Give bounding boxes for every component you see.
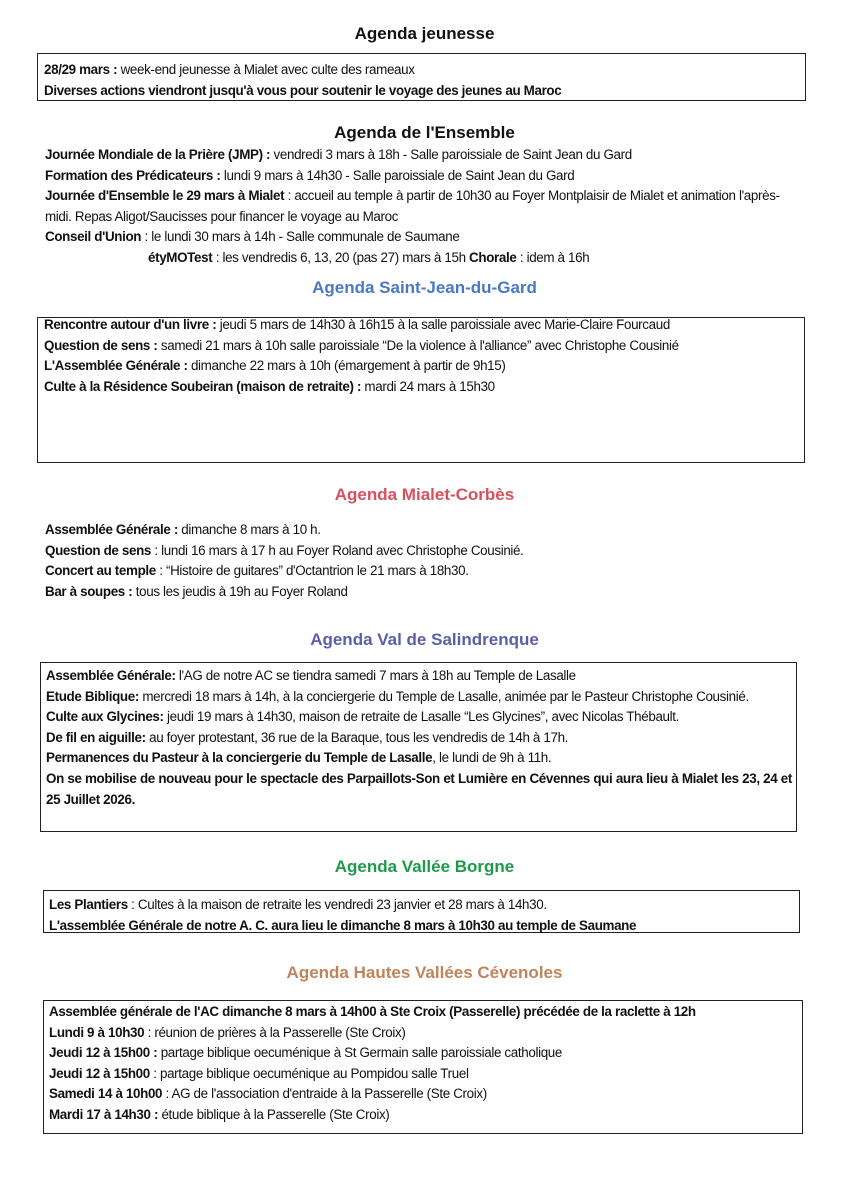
- heading-borgne: Agenda Vallée Borgne: [334, 857, 515, 876]
- item-label: Assemblée Générale :: [45, 522, 178, 537]
- item-label: Lundi 9 à 10h30: [49, 1024, 145, 1040]
- list-item: [44, 81, 804, 102]
- item-label: L'Assemblée Générale :: [44, 358, 188, 374]
- item-text: : accueil au temple à partir de 10h30 au Foyer Montplaisir de Mialet et animation l'après-midi. Repas Aligot/Saucisses pour financer le voyage au Maroc: [45, 188, 780, 224]
- item-label: Journée d'Ensemble le 29 mars à Mialet: [45, 188, 285, 204]
- list-item: [45, 520, 805, 541]
- item-text: jeudi 5 mars de 14h30 à 16h15 à la salle paroissiale avec Marie-Claire Fourcaud: [216, 317, 670, 332]
- item-label: Bar à soupes :: [45, 583, 133, 599]
- item-label: Assemblée Générale:: [46, 668, 176, 683]
- item-text: mardi 24 mars à 15h30: [361, 378, 495, 394]
- item-label: Samedi 14 à 10h00: [49, 1086, 163, 1102]
- list-item: [44, 60, 804, 81]
- item-text: : le lundi 30 mars à 14h - Salle communale de Saumane: [141, 229, 460, 245]
- item-text: : les vendredis 6, 13, 20 (pas 27) mars à 15h: [212, 249, 470, 265]
- item-label: étyMOTest: [148, 249, 213, 265]
- list-mialet: [45, 520, 805, 602]
- item-label: Etude Biblique:: [46, 688, 139, 704]
- list-item: [46, 666, 792, 687]
- list-item: [46, 687, 792, 708]
- list-item: [45, 166, 790, 187]
- item-text: : AG de l'association d'entraide à la Passerelle (Ste Croix): [162, 1086, 487, 1102]
- item-label: Culte aux Glycines:: [46, 709, 164, 725]
- item-text: jeudi 19 mars à 14h30, maison de retraite de Lasalle “Les Glycines”, avec Nicolas Thébault.: [163, 709, 680, 725]
- list-item: [46, 707, 792, 728]
- item-label: On se mobilise de nouveau pour le spectacle des Parpaillots-Son et Lumière en Cévennes qui aura lieu à Mialet les 23, 24 et 25 Juillet 2026.: [46, 770, 792, 807]
- item-label: Permanences du Pasteur à la conciergerie du Temple de Lasalle: [46, 750, 433, 766]
- list-item: [46, 748, 792, 769]
- item-text: : Cultes à la maison de retraite les vendredi 23 janvier et 28 mars à 14h30.: [127, 897, 547, 912]
- item-label: 28/29 mars :: [44, 62, 118, 77]
- heading-mialet: Agenda Mialet-Corbès: [334, 485, 515, 504]
- item-text: vendredi 3 mars à 18h - Salle paroissiale de Saint Jean du Gard: [270, 147, 632, 162]
- list-item: [45, 541, 805, 562]
- list-item: [44, 377, 734, 398]
- list-item: [45, 145, 790, 166]
- list-sjg: [44, 315, 734, 397]
- list-item: [44, 356, 734, 377]
- item-text: : réunion de prières à la Passerelle (Ste Croix): [144, 1024, 406, 1040]
- item-label: Question de sens: [45, 542, 152, 558]
- list-item: [44, 315, 734, 336]
- list-salindrenque: [46, 666, 792, 810]
- item-text: : “Histoire de guitares” d'Octantrion le 21 mars à 18h30.: [155, 563, 469, 579]
- list-item-centered: [45, 248, 790, 269]
- item-text: tous les jeudis à 19h au Foyer Roland: [132, 583, 348, 599]
- item-label: L'assemblée Générale de notre A. C. aura lieu le dimanche 8 mars à 10h30 au temple de Saumane: [49, 917, 637, 933]
- item-text: partage biblique oecuménique à St Germain salle paroissiale catholique: [157, 1045, 562, 1061]
- item-label: Concert au temple: [45, 563, 156, 579]
- item-label: Culte à la Résidence Soubeiran (maison de retraite) :: [44, 378, 362, 394]
- list-item: [46, 728, 792, 749]
- heading-ensemble: Agenda de l'Ensemble: [334, 123, 515, 142]
- item-label: Jeudi 12 à 15h00 :: [49, 1045, 158, 1061]
- list-item: [49, 1105, 801, 1126]
- item-label: Assemblée générale de l'AC dimanche 8 mars à 14h00 à Ste Croix (Passerelle) précédée de la raclette à 12h: [49, 1004, 696, 1019]
- heading-jeunesse: Agenda jeunesse: [354, 24, 495, 43]
- item-label: Formation des Prédicateurs :: [45, 167, 221, 183]
- item-label: Jeudi 12 à 15h00: [49, 1065, 150, 1081]
- item-text: : partage biblique oecuménique au Pompidou salle Truel: [149, 1065, 469, 1081]
- list-item: [44, 336, 734, 357]
- item-label: Rencontre autour d'un livre :: [44, 317, 217, 332]
- list-item: [46, 769, 792, 810]
- item-label: Chorale: [469, 249, 517, 265]
- list-item: [45, 561, 805, 582]
- item-label: De fil en aiguille:: [46, 729, 146, 745]
- item-text: lundi 9 mars à 14h30 - Salle paroissiale de Saint Jean du Gard: [220, 167, 575, 183]
- list-item: [45, 186, 790, 227]
- item-text: , le lundi de 9h à 11h.: [432, 750, 552, 766]
- item-label: Journée Mondiale de la Prière (JMP) :: [45, 147, 271, 162]
- list-item: [49, 1064, 801, 1085]
- list-item: [49, 1023, 801, 1044]
- list-item: [49, 1084, 801, 1105]
- item-text: dimanche 8 mars à 10 h.: [177, 522, 321, 537]
- list-item: [49, 916, 799, 937]
- list-item: [45, 227, 790, 248]
- heading-sjg: Agenda Saint-Jean-du-Gard: [312, 278, 537, 297]
- list-item: [49, 1043, 801, 1064]
- item-label: Mardi 17 à 14h30 :: [49, 1106, 159, 1122]
- item-text: week-end jeunesse à Mialet avec culte des rameaux: [117, 62, 415, 77]
- list-jeunesse: [44, 60, 804, 101]
- item-text: étude biblique à la Passerelle (Ste Croix): [158, 1106, 390, 1122]
- item-text: dimanche 22 mars à 10h (émargement à partir de 9h15): [187, 358, 506, 374]
- item-text: mercredi 18 mars à 14h, à la conciergerie du Temple de Lasalle, animée par le Pasteur Christophe Cousinié.: [138, 688, 749, 704]
- list-item: [49, 1002, 801, 1023]
- list-ensemble: [45, 145, 790, 269]
- item-text: : idem à 16h: [516, 249, 590, 265]
- item-text: : lundi 16 mars à 17 h au Foyer Roland avec Christophe Cousinié.: [151, 542, 524, 558]
- heading-salindrenque: Agenda Val de Salindrenque: [310, 630, 539, 649]
- list-item: [45, 582, 805, 603]
- item-label: Conseil d'Union: [45, 229, 142, 245]
- list-borgne: [49, 895, 799, 936]
- item-text: samedi 21 mars à 10h salle paroissiale “De la violence à l'alliance” avec Christophe Cousinié: [157, 337, 679, 353]
- list-item: [49, 895, 799, 916]
- item-label: Les Plantiers: [49, 897, 128, 912]
- heading-hautes: Agenda Hautes Vallées Cévenoles: [286, 963, 563, 982]
- item-label: Question de sens :: [44, 337, 158, 353]
- item-text: l'AG de notre AC se tiendra samedi 7 mars à 18h au Temple de Lasalle: [175, 668, 576, 683]
- item-label: Diverses actions viendront jusqu'à vous pour soutenir le voyage des jeunes au Maroc: [44, 82, 562, 98]
- list-hautes: [49, 1002, 801, 1126]
- item-text: au foyer protestant, 36 rue de la Baraque, tous les vendredis de 14h à 17h.: [145, 729, 569, 745]
